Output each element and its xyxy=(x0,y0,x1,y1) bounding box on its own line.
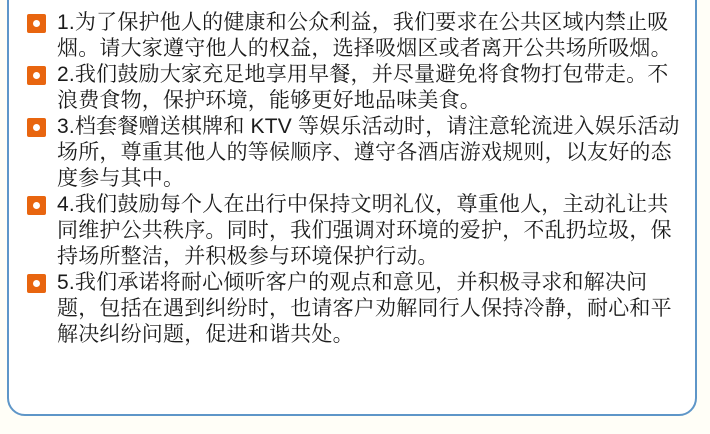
list-item xyxy=(27,114,683,192)
rule-text: 3.档套餐赠送棋牌和 KTV 等娱乐活动时，请注意轮流进入娱乐活动场所，尊重其他人的等候顺序、遵守各酒店游戏规则，以友好的态度参与其中。 xyxy=(57,115,680,190)
rules-card xyxy=(7,0,697,416)
rule-text: 2.我们鼓励大家充足地享用早餐，并尽量避免将食物打包带走。不浪费食物，保护环境，能够更好地品味美食。 xyxy=(57,63,669,112)
rule-text: 5.我们承诺将耐心倾听客户的观点和意见，并积极寻求和解决问题，包括在遇到纠纷时，也请客户劝解同行人保持冷静，耐心和平解决纠纷问题，促进和谐共处。 xyxy=(57,271,672,346)
square-bullet-icon xyxy=(27,118,46,137)
rules-list xyxy=(27,10,683,348)
square-bullet-icon xyxy=(27,196,46,215)
square-bullet-icon xyxy=(27,14,46,33)
square-bullet-icon xyxy=(27,66,46,85)
list-item xyxy=(27,62,683,114)
list-item xyxy=(27,270,683,348)
rule-text: 4.我们鼓励每个人在出行中保持文明礼仪，尊重他人，主动礼让共同维护公共秩序。同时，我们强调对环境的爱护，不乱扔垃圾，保持场所整洁，并积极参与环境保护行动。 xyxy=(57,193,672,268)
rule-text: 1.为了保护他人的健康和公众利益，我们要求在公共区域内禁止吸烟。请大家遵守他人的权益，选择吸烟区或者离开公共场所吸烟。 xyxy=(57,11,672,60)
list-item xyxy=(27,10,683,62)
list-item xyxy=(27,192,683,270)
square-bullet-icon xyxy=(27,274,46,293)
